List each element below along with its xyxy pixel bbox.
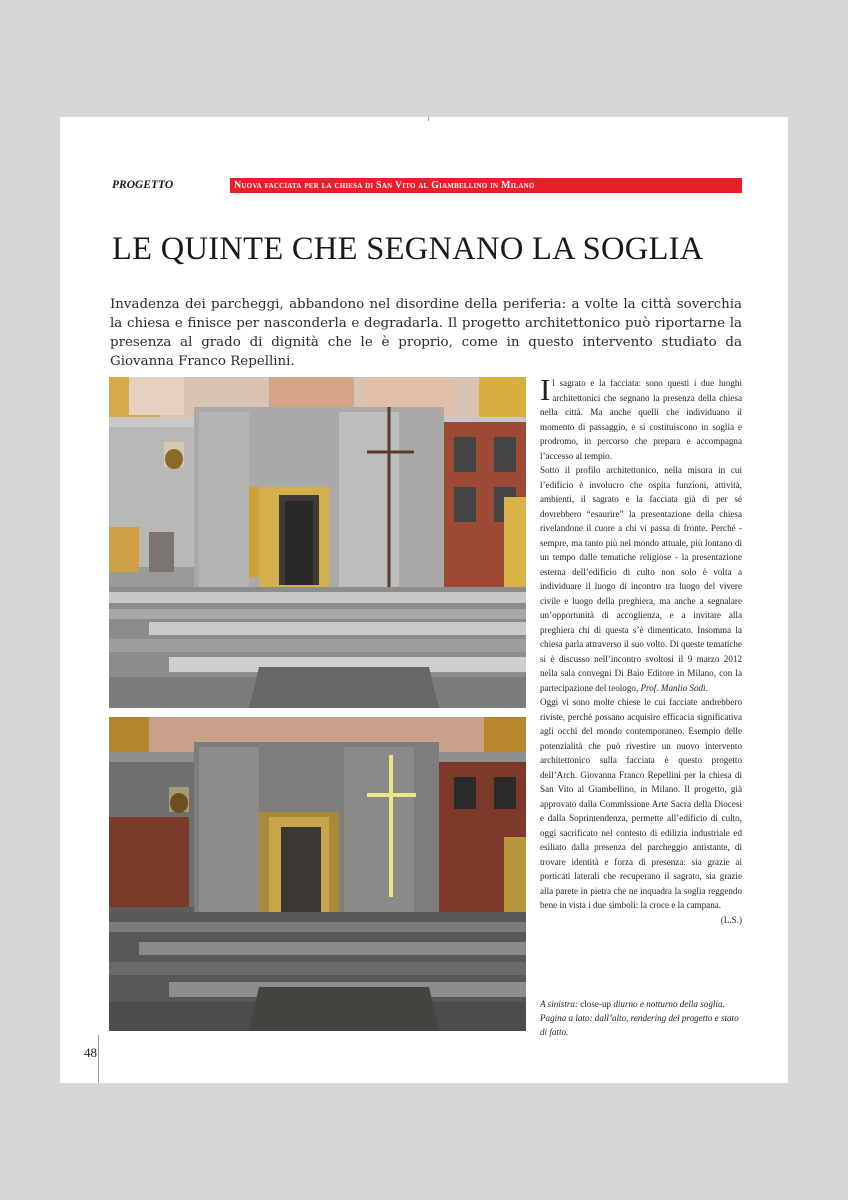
render-night-image — [109, 717, 526, 1031]
article-paragraph — [540, 372, 742, 463]
theologian-name: Prof. Manlio Sodi — [640, 682, 706, 693]
crop-mark — [428, 117, 429, 121]
section-label: PROGETTO — [112, 179, 174, 191]
lede-paragraph: Invadenza dei parcheggi, abbandono nel disordine della periferia: a volte la città soverchia la chiesa e finisce per nasconderla e degradarla. Il progetto architettonico può riportarne la presenza al grado di dignità che le è proprio, come in questo intervento studiato da Giovanna Franco Repellini. — [110, 297, 742, 369]
render-day-image — [109, 377, 526, 708]
margin-rule — [98, 1035, 99, 1083]
section-title: Nuova facciata per la chiesa di San Vito al Giambellino in Milano — [234, 180, 535, 191]
caption-rest: diurno e notturno della soglia. Pagina a lato: dall’alto, rendering del progetto e stato di fatto. — [540, 999, 739, 1037]
section-header — [112, 178, 742, 193]
article-paragraph-2-end: . — [705, 682, 708, 693]
article-paragraph: Oggi vi sono molte chiese le cui facciate andrebbero riviste, perché possano acquisire efficacia significativa agli occhi del mondo contemporaneo. Esempio delle potenzialità che può rivestire un nuovo intervento architettonico sulla facciata è questo progetto dell’Arch. Giovanna Franco Repellini per la chiesa di San Vito al Giambellino, in Milano. Il progetto, già approvato dalla Commissione Arte Sacra della Diocesi e dalla Soprintendenza, permette all’edificio di culto, oggi sacrificato nel contesto di edilizia industriale ed esiliato dalla presenza del parcheggio antistante, di trovare identità e forza di presenza: sia grazie ai porticati laterali che recuperano il sagrato, sia grazie alla parete in pietra che ne inquadra la soglia reggendo bene in vista i due simboli: la croce e la campana. — [540, 697, 742, 910]
article-body — [540, 372, 742, 927]
author-signature: (L.S.) — [720, 914, 742, 925]
caption-prefix: A sinistra: — [540, 999, 581, 1009]
article-paragraph-2-text: Sotto il profilo architettonico, nella misura in cui l’edificio è involucro che ospita funzioni, attività, ambienti, il sagrato e la facciata già di per sé dovrebbero “esaurire” la presentazione della chiesa rivelandone il cuore a chi vi passa di fronte. Perché - sempre, ma tanto più nel mondo attuale, più lontano di un tempo dalle tematiche religiose - la presentazione esterna dell’edificio di culto non solo è volta a individuare il luogo di incontro tra luogo del vivere civile e luogo della preghiera, ma anche a segnalare un’opportunità di accoglienza, e a invitare alla preghiera chi di questa s’è dimenticato. Insomma la chiesa parla attraverso il suo volto. Di queste tematiche si è discusso nell’incontro svoltosi il 9 marzo 2012 nella sala convegni Di Baio Editore in Milano, con la partecipazione del teologo, — [540, 465, 742, 693]
image-caption — [540, 997, 740, 1039]
drop-cap: I — [540, 372, 551, 407]
article-paragraph — [540, 463, 742, 695]
magazine-page — [60, 117, 788, 1083]
page-headline: LE QUINTE CHE SEGNANO LA SOGLIA — [112, 231, 704, 267]
article-paragraph-1-text: l sagrato e la facciata: sono questi i due luoghi architettonici che segnano la presenza della chiesa nella città. Ma anche quelli che individuano il momento di passaggio, e si costituiscono in soglia e prodromo, in percorso che prepara e accompagna l’accesso al tempio. — [540, 378, 742, 461]
page-number: 48 — [84, 1045, 97, 1060]
caption-term: close-up — [580, 999, 612, 1009]
section-title-bar — [230, 178, 742, 193]
